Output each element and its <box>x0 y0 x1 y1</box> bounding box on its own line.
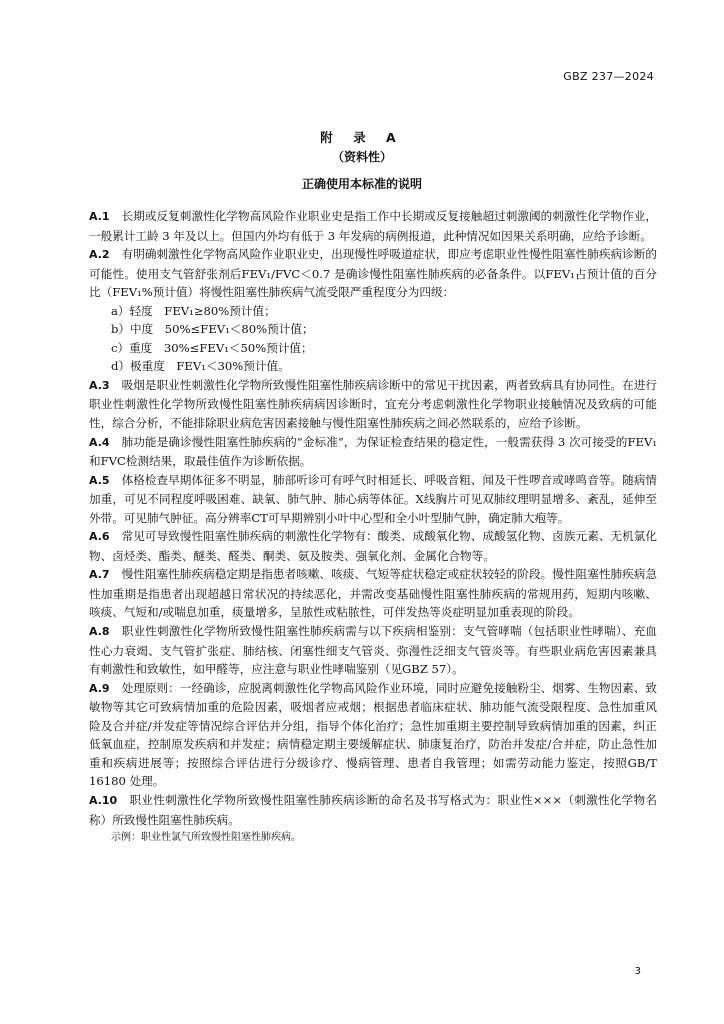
example-note: 示例：职业性氯气所致慢性阻塞性肺疾病。 <box>111 832 301 844</box>
annex-body <box>89 207 657 847</box>
clause-number: A.9 <box>89 681 110 695</box>
clause-text: 体格检查早期体征多不明显，肺部听诊可有呼气时相延长、呼吸音粗、闻及干性啰音或哮鸣音等。随病情加重，可见不同程度呼吸困难、缺氧、肺气肿、肺心病等体征。X线胸片可见双肺纹理明显增多、紊乱，延伸至外带。可见肺气肿征。高分辨率CT可早期辨别小叶中心型和全小叶型肺气肿，确定肺大疱等。 <box>89 472 657 525</box>
clause-text: 吸烟是职业性刺激性化学物所致慢性阻塞性肺疾病诊断中的常见干扰因素，两者致病具有协同性。在进行职业性刺激性化学物所致慢性阻塞性肺疾病病因诊断时，宜充分考虑刺激性化学物职业接触情况及致病的可能性，综合分析，不能排除职业病危害因素接触与慢性阻塞性肺疾病之间必然联系的，应给予诊断。 <box>89 377 657 431</box>
clause-text: 有明确刺激性化学物高风险作业职业史，出现慢性呼吸道症状，即应考虑职业性慢性阻塞性肺疾病诊断的可能性。使用支气管舒张剂后FEV₁/FVC＜0.7 是确诊慢性阻塞性肺疾病的必备条件。以FEV₁占预计值的百分比（FEV₁%预计值）将慢性阻塞性肺疾病气流受限严重程度分为四级： <box>89 247 657 300</box>
clause-a10 <box>89 791 657 829</box>
clause-text: 职业性刺激性化学物所致慢性阻塞性肺疾病诊断的命名及书写格式为：职业性×××（刺激性化学物名称）所致慢性阻塞性肺疾病。 <box>89 792 657 827</box>
clause-text: 处理原则：一经确诊，应脱离刺激性化学物高风险作业环境，同时应避免接触粉尘、烟雾、生物因素、致敏物等其它可致病情加重的危险因素，吸烟者应戒烟；根据患者临床症状、肺功能气流受限程度、急性加重风险及合并症/并发症等情况综合评估并分组，指导个体化治疗；急性加重期主要控制导致病情加重的因素，纠正低氧血症，控制原发疾病和并发症；病情稳定期主要缓解症状、肺康复治疗，防治并发症/合并症，防止急性加重和疾病进展等；按照综合评估进行分级诊疗、慢病管理、患者自我管理；如需劳动能力鉴定，按照GB/T 16180 处理。 <box>89 680 657 789</box>
clause-text: 常见可导致慢性阻塞性肺疾病的刺激性化学物有：酸类、成酸氧化物、成酸氢化物、卤族元素、无机氯化物、卤烃类、酯类、醚类、醛类、酮类、氨及胺类、强氧化剂、金属化合物等。 <box>89 529 657 563</box>
clause-a1 <box>89 207 657 245</box>
annex-heading: 正确使用本标准的说明 <box>301 177 422 191</box>
clause-a9 <box>89 679 657 791</box>
clause-number: A.4 <box>89 435 110 449</box>
grade-very-severe: d）极重度 FEV₁＜30%预计值。 <box>111 359 290 374</box>
clause-a6 <box>89 527 657 565</box>
clause-number: A.5 <box>89 473 110 487</box>
standard-code: GBZ 237—2024 <box>563 70 654 83</box>
clause-number: A.6 <box>89 530 110 544</box>
clause-number: A.1 <box>89 210 110 223</box>
clause-number: A.8 <box>89 625 110 639</box>
clause-number: A.7 <box>89 568 110 582</box>
clause-text: 长期或反复刺激性化学物高风险作业职业史是指工作中长期或反复接触超过刺激阈的刺激性化学物作业，一般累计工龄 3 年及以上。但国内外均有低于 3 年发病的病例报道，此种情况如因果关系明确，应给予诊断。 <box>89 209 657 243</box>
clause-a3 <box>89 376 657 433</box>
clause-a4 <box>89 433 657 471</box>
annex-type: （资料性） <box>331 150 392 164</box>
annex-title: 附 录 A <box>320 130 404 145</box>
clause-text: 肺功能是确诊慢性阻塞性肺疾病的“金标准”，为保证检查结果的稳定性，一般需获得 3 次可接受的FEV₁和FVC检测结果，取最佳值作为诊断依据。 <box>89 434 657 469</box>
grade-moderate: b）中度 50%≤FEV₁＜80%预计值； <box>111 322 314 337</box>
clause-number: A.10 <box>89 793 118 807</box>
grade-severe: c）重度 30%≤FEV₁＜50%预计值； <box>111 340 313 355</box>
grade-mild: a）轻度 FEV₁≥80%预计值； <box>111 303 276 318</box>
clause-a7 <box>89 565 657 622</box>
page-number: 3 <box>634 966 641 977</box>
clause-text: 职业性刺激性化学物所致慢性阻塞性肺疾病需与以下疾病相鉴别：支气管哮喘（包括职业性哮喘）、充血性心力衰竭、支气管扩张症、肺结核、闭塞性细支气管炎、弥漫性泛细支气管炎等。有些职业病危害因素兼具有刺激性和致敏性，如甲醛等，应注意与职业性哮喘鉴别（见GBZ 57）。 <box>89 624 657 677</box>
clause-a2 <box>89 245 657 302</box>
clause-a5 <box>89 471 657 528</box>
clause-number: A.2 <box>89 248 110 262</box>
clause-number: A.3 <box>89 378 110 392</box>
clause-text: 慢性阻塞性肺疾病稳定期是指患者咳嗽、咳痰、气短等症状稳定或症状较轻的阶段。慢性阻塞性肺疾病急性加重期是指患者出现超越日常状况的持续恶化，并需改变基础慢性阻塞性肺疾病的常规用药，短期内咳嗽、咳痰、气短和/或喘息加重，痰量增多，呈脓性或粘脓性，可伴发热等炎症明显加重表现的阶段。 <box>89 567 657 620</box>
clause-a8 <box>89 622 657 679</box>
